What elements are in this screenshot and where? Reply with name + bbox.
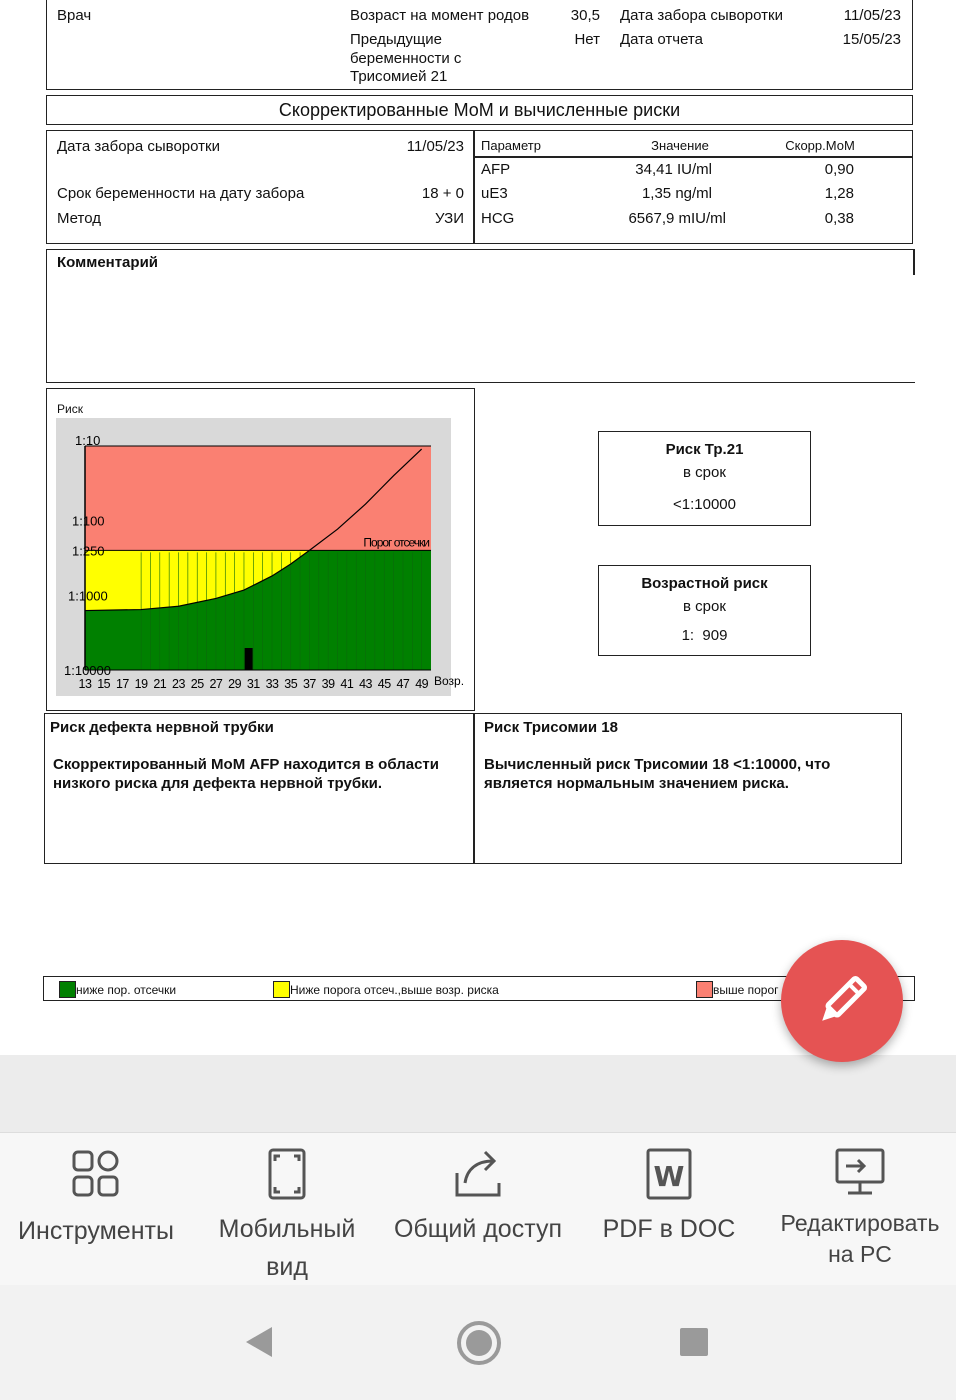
edit-on-pc-button[interactable] xyxy=(764,1133,956,1285)
mobile-view-icon xyxy=(262,1147,312,1201)
edit-fab-button[interactable] xyxy=(781,940,903,1062)
edit-on-pc-label-2: на PC xyxy=(828,1241,892,1267)
table-row-param: AFP xyxy=(481,161,511,178)
age-label: Возраст на момент родов xyxy=(350,7,530,24)
method-value: УЗИ xyxy=(434,210,464,227)
word-icon xyxy=(644,1147,694,1201)
chart-label: Риск xyxy=(57,402,83,416)
term-label: Срок беременности на дату забора xyxy=(57,185,305,202)
prev-preg-value: Нет xyxy=(574,31,600,48)
edit-on-pc-label-1: Редактировать xyxy=(780,1210,940,1236)
tools-label: Инструменты xyxy=(18,1217,174,1245)
x-tick-label: 19 xyxy=(134,677,148,691)
t21-risk-sub: в срок xyxy=(683,464,726,481)
y-tick-label: 1:1000 xyxy=(68,588,108,604)
x-tick-label: 39 xyxy=(321,677,335,691)
mobile-view-button[interactable] xyxy=(192,1133,382,1285)
ntd-text-2: низкого риска для дефекта нервной трубки. xyxy=(53,775,383,792)
ntd-title: Риск дефекта нервной трубки xyxy=(50,719,274,736)
prev-preg-label-2: беременности с xyxy=(350,50,462,67)
legend-swatch-high xyxy=(696,981,713,998)
pdf-to-doc-label: PDF в DOC xyxy=(602,1215,736,1243)
x-tick-label: 13 xyxy=(78,677,92,691)
x-tick-label: 21 xyxy=(153,677,167,691)
term-value: 18 + 0 xyxy=(421,185,464,202)
x-tick-label: 37 xyxy=(302,677,316,691)
section-title: Скорректированные МоМ и вычисленные риски xyxy=(278,100,681,120)
age-value: 30,5 xyxy=(570,7,600,24)
legend-high-label: выше порог xyxy=(713,983,779,997)
table-row-param: HCG xyxy=(481,210,515,227)
x-axis-label: Возр. xyxy=(434,674,465,688)
table-row-value: 6567,9 mIU/ml xyxy=(628,210,726,227)
left-serum-date-label: Дата забора сыворотки xyxy=(57,138,220,155)
share-button[interactable] xyxy=(382,1133,574,1285)
age-risk-value: 1: 909 xyxy=(681,627,728,644)
x-tick-label: 49 xyxy=(415,677,429,691)
method-label: Метод xyxy=(57,210,101,227)
recents-icon[interactable] xyxy=(679,1327,709,1357)
y-tick-label: 1:250 xyxy=(72,543,105,559)
x-tick-label: 43 xyxy=(359,677,372,691)
doctor-label: Врач xyxy=(57,7,92,24)
mobile-view-label-2: вид xyxy=(266,1253,308,1281)
x-tick-label: 15 xyxy=(97,677,111,691)
serum-date-label: Дата забора сыворотки xyxy=(620,7,783,24)
table-row-mom: 0,38 xyxy=(824,210,854,227)
left-serum-date-value: 11/05/23 xyxy=(406,138,464,155)
x-tick-label: 27 xyxy=(209,677,223,691)
share-label: Общий доступ xyxy=(394,1215,562,1243)
x-tick-label: 47 xyxy=(396,677,410,691)
y-tick-label: 1:10 xyxy=(75,433,101,448)
report-date-value: 15/05/23 xyxy=(842,31,901,48)
table-row-mom: 0,90 xyxy=(824,161,854,178)
x-tick-label: 35 xyxy=(284,677,298,691)
legend-swatch-mid xyxy=(273,981,290,998)
table-row-param: uE3 xyxy=(481,185,508,202)
legend-low-label: ниже пор. отсечки xyxy=(76,983,177,997)
x-tick-label: 31 xyxy=(246,677,260,691)
prev-preg-label-3: Трисомией 21 xyxy=(350,68,448,85)
y-tick-label: 1:100 xyxy=(72,513,105,529)
threshold-label: Порог отсечки xyxy=(363,535,429,550)
table-row-value: 1,35 ng/ml xyxy=(641,185,712,202)
table-header-param: Параметр xyxy=(481,138,541,153)
svg-text:W: W xyxy=(653,1160,685,1193)
ntd-text-1: Скорректированный МоМ AFP находится в области xyxy=(53,756,439,773)
comment-box-right-edge xyxy=(913,249,915,275)
tools-button[interactable] xyxy=(0,1133,192,1285)
home-icon[interactable] xyxy=(456,1320,502,1366)
y-tick-label: 1:10000 xyxy=(64,663,111,678)
age-risk-title: Возрастной риск xyxy=(641,575,768,592)
report-date-label: Дата отчета xyxy=(620,31,703,48)
comment-label: Комментарий xyxy=(57,254,159,271)
risk-chart xyxy=(56,418,474,703)
t18-title: Риск Трисомии 18 xyxy=(484,719,618,736)
prev-preg-label-1: Предыдущие xyxy=(350,31,442,48)
x-tick-label: 25 xyxy=(190,677,204,691)
info-divider xyxy=(473,130,475,244)
t21-risk-value: <1:10000 xyxy=(673,496,736,513)
t21-risk-title: Риск Тр.21 xyxy=(665,441,744,458)
comment-box xyxy=(46,249,915,383)
mobile-view-label-1: Мобильный xyxy=(218,1215,356,1243)
table-row-value: 34,41 IU/ml xyxy=(635,161,712,178)
back-icon[interactable] xyxy=(242,1325,276,1359)
pencil-icon xyxy=(781,940,903,1062)
patient-age-marker xyxy=(245,648,253,670)
x-tick-label: 33 xyxy=(265,677,279,691)
x-tick-label: 17 xyxy=(115,677,129,691)
x-tick-label: 23 xyxy=(172,677,185,691)
grid-icon xyxy=(71,1149,121,1199)
table-row-mom: 1,28 xyxy=(824,185,854,202)
t18-text-2: является нормальным значением риска. xyxy=(484,775,789,792)
pdf-to-doc-button[interactable] xyxy=(574,1133,764,1285)
viewer-gray-band xyxy=(0,1055,956,1132)
legend-swatch-low xyxy=(59,981,76,998)
x-tick-label: 45 xyxy=(377,677,391,691)
t18-text-1: Вычисленный риск Трисомии 18 <1:10000, что xyxy=(484,756,831,773)
monitor-icon xyxy=(832,1147,888,1197)
legend-mid-label: Ниже порога отсеч.,выше возр. риска xyxy=(290,983,499,997)
table-header-line xyxy=(475,156,913,158)
x-tick-label: 41 xyxy=(340,677,354,691)
serum-date-value: 11/05/23 xyxy=(843,7,901,24)
table-header-mom: Скорр.МоМ xyxy=(785,138,855,153)
table-header-value: Значение xyxy=(651,138,709,153)
x-tick-label: 29 xyxy=(228,677,242,691)
age-risk-sub: в срок xyxy=(683,598,726,615)
system-nav-bar xyxy=(0,1285,956,1400)
share-icon xyxy=(451,1147,505,1201)
bottom-toolbar xyxy=(0,1132,956,1285)
